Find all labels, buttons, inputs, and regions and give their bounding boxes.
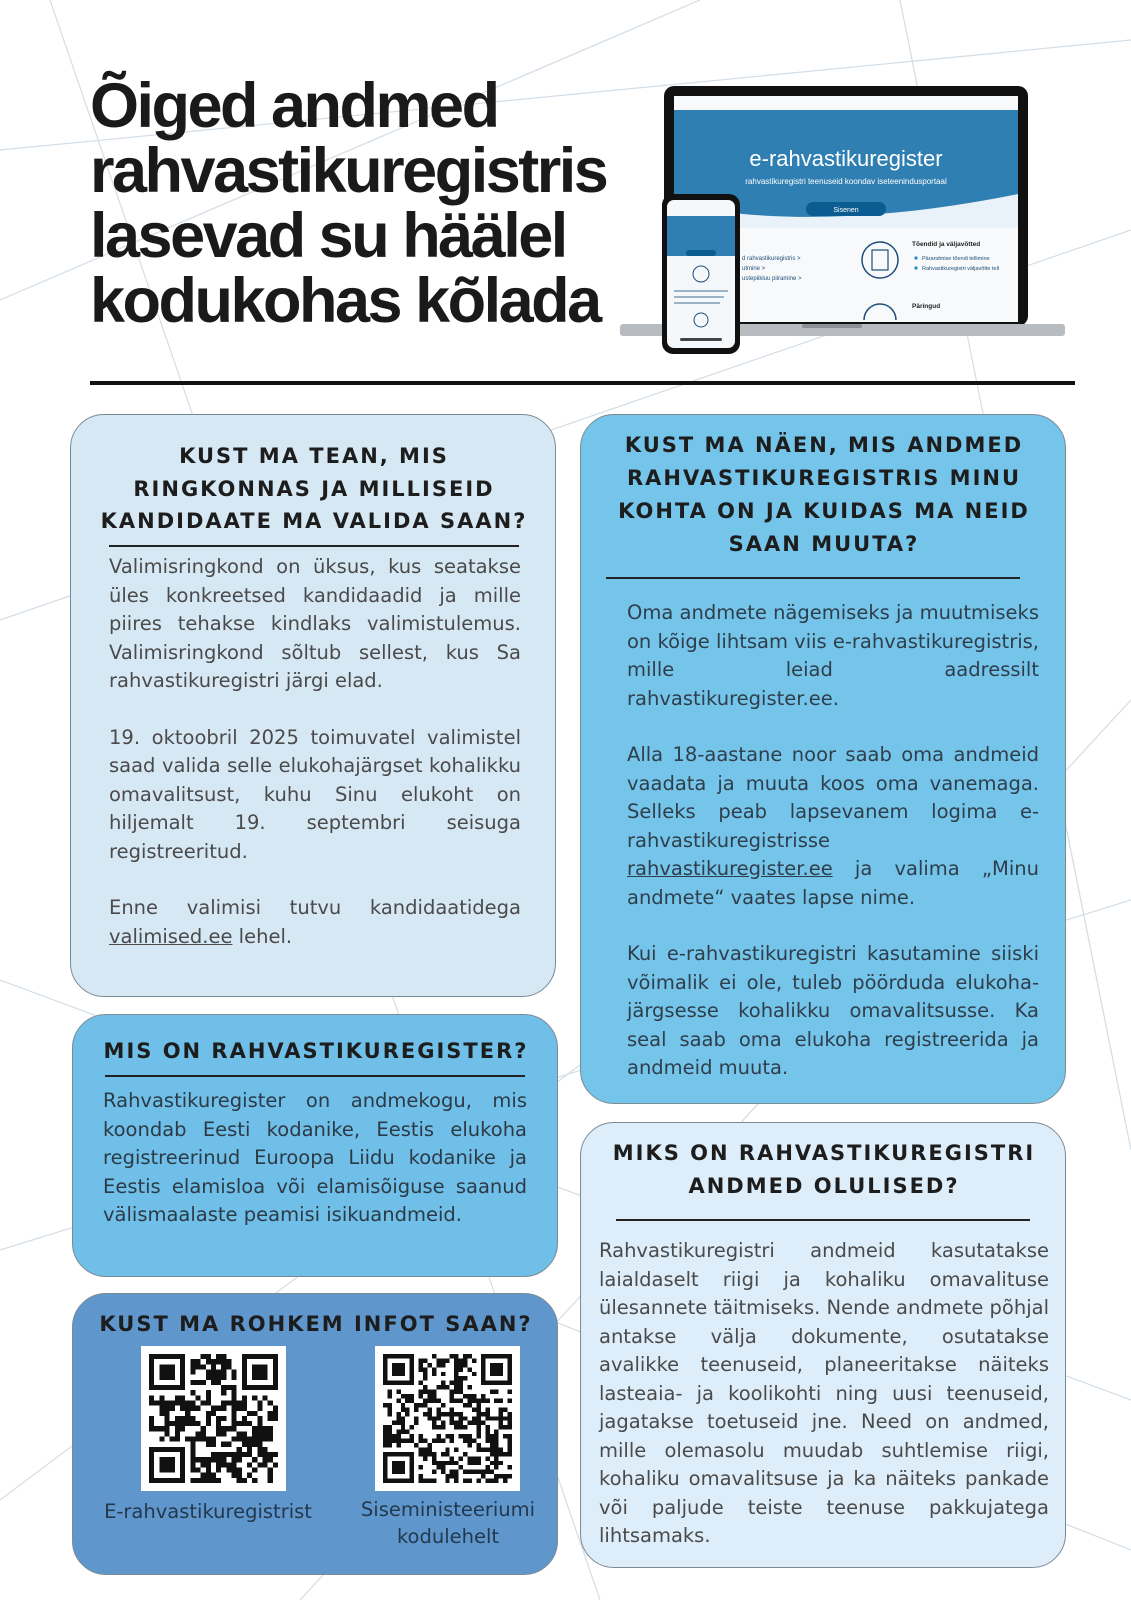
page-title xyxy=(90,71,650,336)
paragraph-text: lehel. xyxy=(232,924,293,948)
device-illustration xyxy=(620,84,1080,366)
card-heading: KUST MA NÄEN, MIS ANDMED RAHVASTIKUREGISTRIS MINU KOHTA ON JA KUIDAS MA NEID SAAN MUUTA? xyxy=(618,433,1030,556)
enter-button-label: Sisenen xyxy=(833,207,859,214)
card-what-is-register xyxy=(72,1014,558,1277)
paragraph xyxy=(109,894,521,951)
qr-caption: E-rahvastikuregistrist xyxy=(104,1500,312,1523)
paragraph: Valimisringkond on üksus, kus seatakse üles konkreetsed kandidaadid ja mille piires tehakse kindlaks valimistulemus. Valimisringkond sõltub sellest, kus Sa rahvastikuregistri järgi elad. xyxy=(109,555,521,692)
card-body xyxy=(599,1237,1049,1551)
certificates-item: Pärandmise tõendi tellimine xyxy=(922,256,990,262)
qr-code-icon xyxy=(383,1354,512,1483)
card-body xyxy=(627,599,1039,1083)
rahvastikuregister-link[interactable]: rahvastikuregister.ee xyxy=(627,857,833,880)
title-line: rahvastikuregistris xyxy=(90,136,607,206)
heading-divider xyxy=(606,577,1020,579)
paragraph-text: Enne valimisi tutvu kandidaatidega xyxy=(109,896,521,919)
card-body xyxy=(109,553,521,951)
paragraph: 19. oktoobril 2025 toimuvatel valimistel saad valida selle elukohajärgset kohalikku omavalitsust, kuhu Sinu elukoht on hiljemalt 19. septembri seisuga registreeritud. xyxy=(109,725,521,863)
certificates-item: Rahvastikuregistri väljavõtte tell xyxy=(922,266,1000,272)
paragraph: Kui e-rahvastikuregistri kasutamine siiski võimalik ei ole, tuleb pöörduda elukoha-järgsesse kohalikku omavalitsusse. Ka seal saab oma elukoha registreerida ja andmeid muuta. xyxy=(627,942,1039,1079)
title-line: Õiged andmed xyxy=(90,71,498,141)
paragraph xyxy=(627,741,1039,912)
heading-divider xyxy=(105,1075,525,1077)
title-line: kodukohas kõlada xyxy=(90,266,600,336)
qr-caption: Siseministeeriumi kodulehelt xyxy=(360,1498,536,1548)
paragraph: Rahvastikuregistri andmeid kasutatakse laialdaselt riigi ja kohaliku omavalituse ülesannete täitmiseks. Nende andmete põhjal antakse välja dokumente, osutatakse avalikke teenuseid, planeeritakse näiteks lasteaia- ja koolikohti ning uusi teenuseid, jagatakse toetuseid jne. Need on andmed, mille olemasolu muudab suhtlemise riigi, kohaliku omavalitsuse ja ka näiteks pankade või paljude teiste teenuse pakkujatega lihtsamaks. xyxy=(599,1239,1050,1547)
portal-title: e-rahvastikuregister xyxy=(749,146,943,171)
qr-code-e-register[interactable] xyxy=(141,1346,286,1491)
paragraph-text: ja valima „Minu andmete“ vaates lapse nime. xyxy=(627,857,1039,909)
portal-subtitle: rahvastikuregistri teenuseid koondav iseteenindusportaal xyxy=(745,177,947,186)
card-body xyxy=(103,1087,527,1230)
portal-menu-item: utmine > xyxy=(742,266,766,272)
paragraph: Rahvastikuregister on andmekogu, mis koondab Eesti kodanike, Eestis elukoha registreerinud Euroopa Liidu kodanike ja Eestis elamisloa või elamisõiguse saanud välismaalaste peamisi isikuandmeid. xyxy=(103,1089,527,1226)
card-heading: KUST MA ROHKEM INFOT SAAN? xyxy=(99,1312,533,1336)
card-heading: KUST MA TEAN, MIS RINGKONNAS JA MILLISEID KANDIDAATE MA VALIDA SAAN? xyxy=(100,444,528,533)
card-more-info xyxy=(72,1293,558,1575)
valimised-link[interactable]: valimised.ee xyxy=(109,924,233,948)
queries-heading: Päringud xyxy=(912,303,941,310)
paragraph: Oma andmete nägemiseks ja muutmiseks on kõige lihtsam viis e-rahvastikuregistris, mille leiad aadressilt rahvastikuregister.ee. xyxy=(627,601,1039,710)
heading-divider xyxy=(616,1219,1030,1221)
card-heading: MIS ON RAHVASTIKUREGISTER? xyxy=(103,1039,529,1063)
qr-code-ministry[interactable] xyxy=(375,1346,520,1491)
portal-menu-item: ustepiikluu piiramine > xyxy=(742,276,802,282)
card-heading: MIKS ON RAHVASTIKUREGISTRI ANDMED OLULISED? xyxy=(612,1141,1036,1198)
card-why-data-matters xyxy=(580,1122,1066,1568)
heading-divider xyxy=(109,545,519,547)
title-line: lasevad su häälel xyxy=(90,201,566,271)
qr-code-icon xyxy=(149,1354,278,1483)
title-divider xyxy=(90,381,1075,385)
card-view-change-data xyxy=(580,414,1066,1104)
certificates-heading: Tõendid ja väljavõtted xyxy=(912,241,981,248)
card-constituency-info xyxy=(70,414,556,997)
paragraph-text: Alla 18-aastane noor saab oma andmeid vaadata ja muuta koos oma vanemaga. Selleks peab lapsevanem logima e-rahvastikuregistrisse xyxy=(627,743,1039,852)
portal-menu-item: d rahvastikuregistris > xyxy=(742,256,801,262)
